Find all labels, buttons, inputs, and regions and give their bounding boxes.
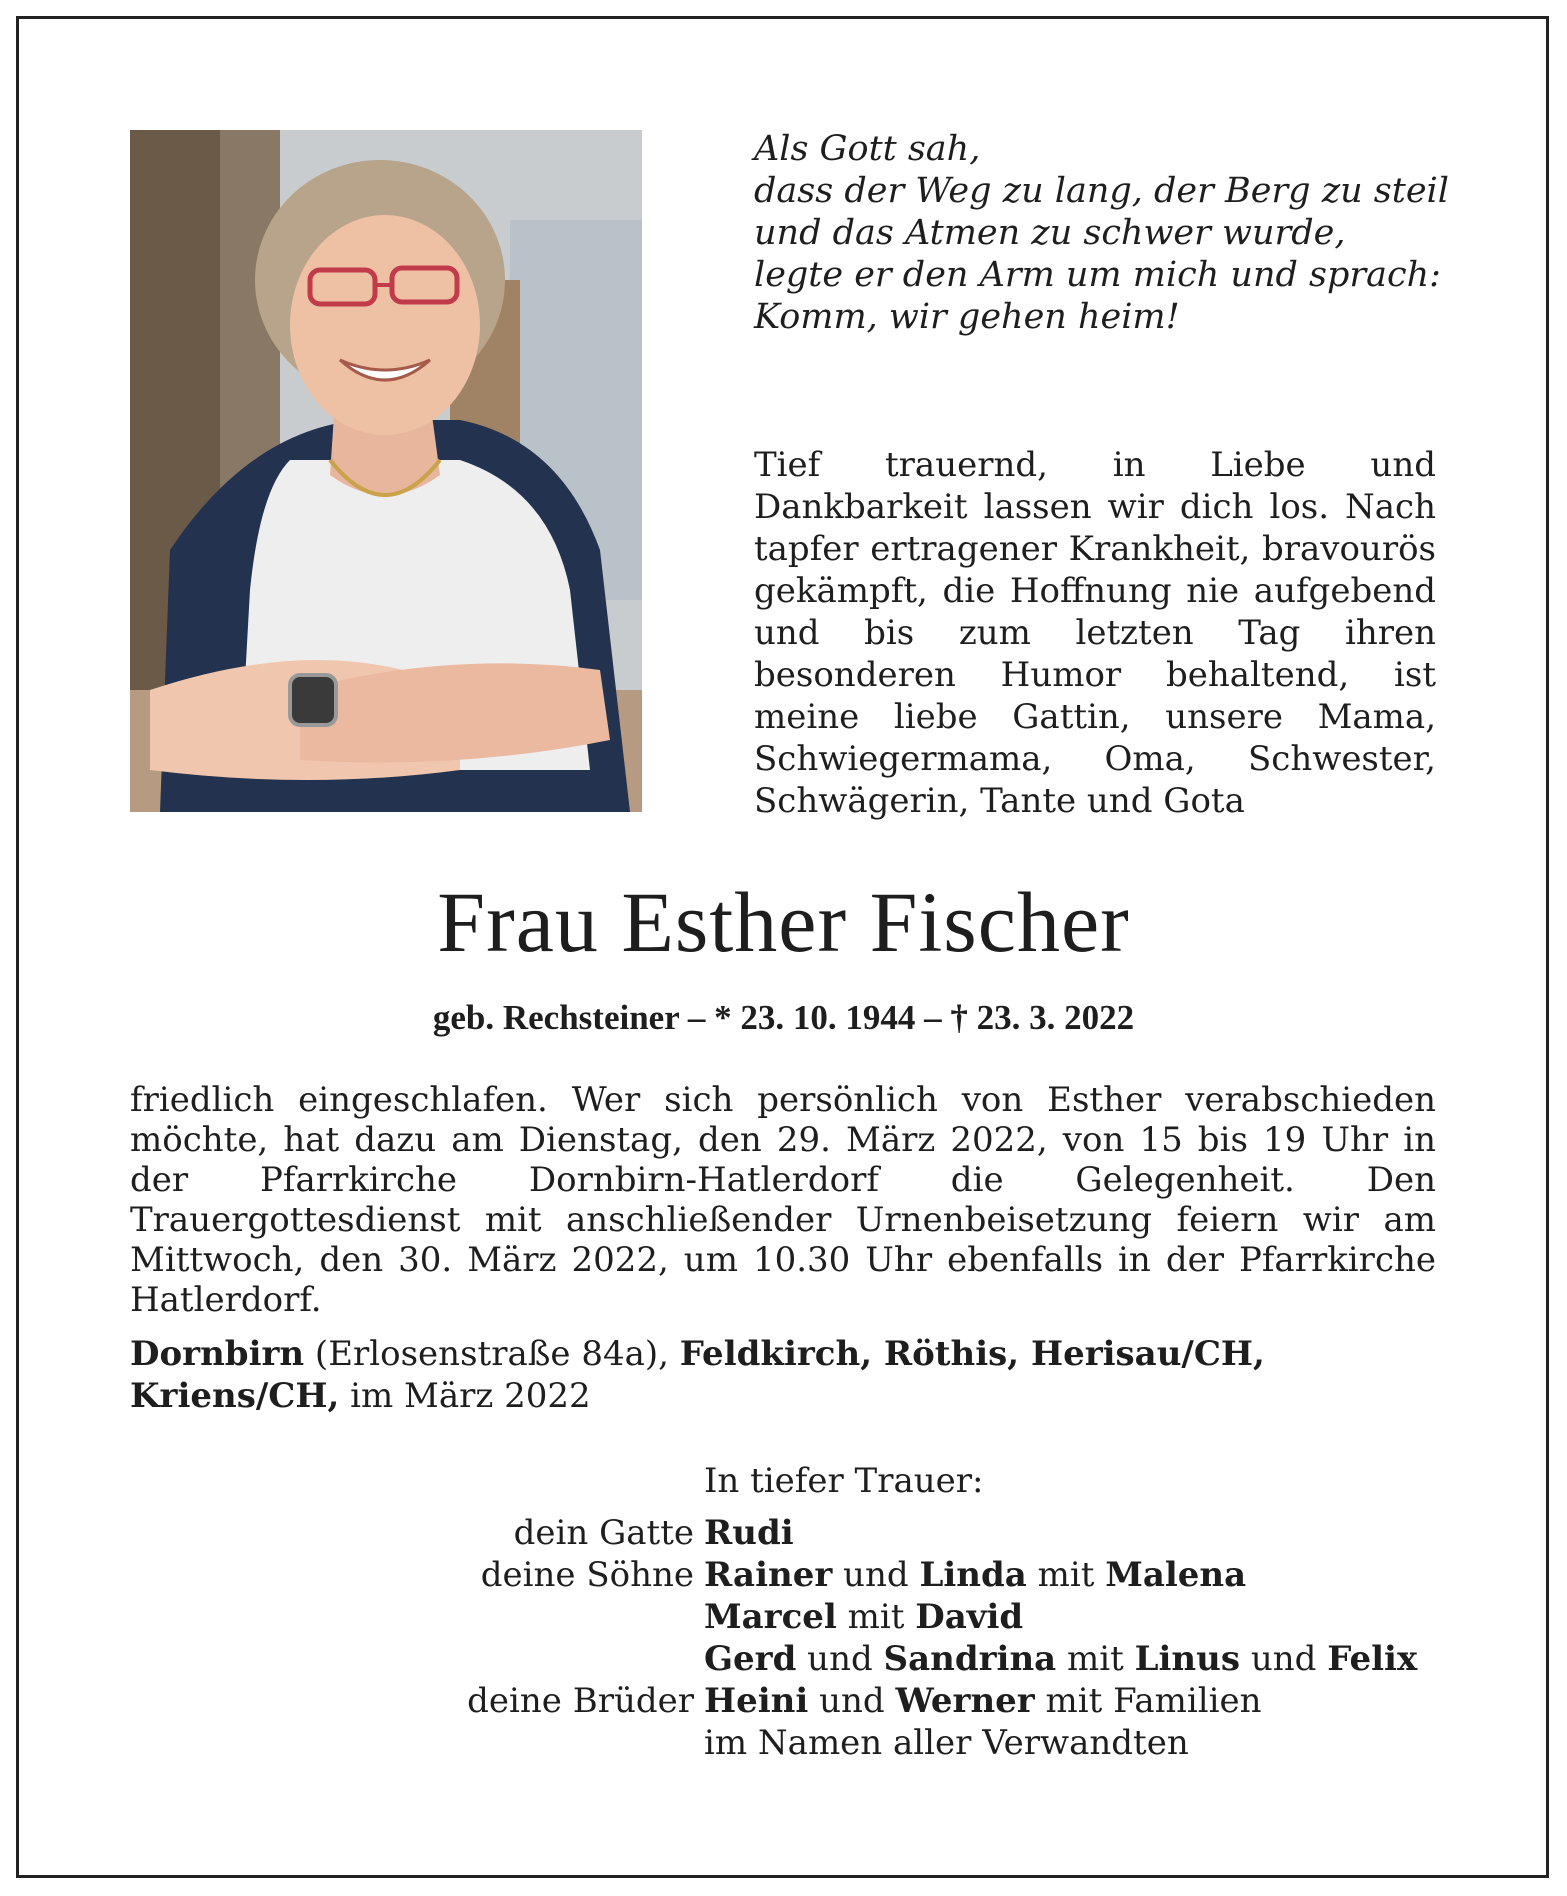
deceased-name: Frau Esther Fischer <box>437 874 1130 970</box>
mourner-row <box>130 1722 1436 1764</box>
mourner-name: Marcel <box>704 1597 837 1637</box>
mourner-row <box>130 1512 1436 1554</box>
poem-line: Als Gott sah, <box>754 129 981 169</box>
mourner-relation: deine Söhne <box>480 1555 694 1595</box>
address: (Erlosenstraße 84a), <box>304 1334 680 1374</box>
mourner-name: Felix <box>1327 1639 1418 1679</box>
poem-line: dass der Weg zu lang, der Berg zu steil <box>754 171 1449 211</box>
place-dornbirn: Dornbirn <box>130 1334 305 1374</box>
mourner-relation <box>130 1596 704 1638</box>
mourner-name: Gerd <box>704 1639 797 1679</box>
mourner-name: Linda <box>919 1555 1027 1595</box>
mourner-connector: mit <box>1056 1639 1135 1679</box>
poem-line: und das Atmen zu schwer wurde, <box>754 213 1346 253</box>
mourner-connector: im Namen aller Verwandten <box>704 1723 1189 1763</box>
mourner-names <box>704 1722 1189 1764</box>
mourner-row <box>130 1596 1436 1638</box>
mourner-name: Malena <box>1105 1555 1247 1595</box>
mourner-connector: mit <box>836 1597 916 1637</box>
mourner-names <box>704 1512 794 1554</box>
birth-death-dates: geb. Rechsteiner – * 23. 10. 1944 – † 23. 3. 2022 <box>432 998 1135 1037</box>
mourner-connector: mit <box>1026 1555 1106 1595</box>
mourner-row <box>130 1680 1436 1722</box>
mourner-row <box>130 1554 1436 1596</box>
mourner-names <box>704 1638 1417 1680</box>
mourners-list <box>130 1512 1436 1764</box>
mourner-names <box>704 1680 1262 1722</box>
mourner-relation: dein Gatte <box>513 1513 694 1553</box>
mourner-relation <box>130 1722 704 1764</box>
mourner-relation: deine Brüder <box>467 1681 694 1721</box>
mourner-name: Werner <box>895 1681 1035 1721</box>
places-line <box>130 1333 1436 1417</box>
mourner-names <box>704 1554 1246 1596</box>
service-paragraph: friedlich eingeschlafen. Wer sich persönlich von Esther verabschieden möchte, hat dazu am Dienstag, den 29. März 2022, von 15 bis 19 Uhr in der Pfarrkirche Dornbirn-Hatlerdorf die Gelegenheit. Den Trauergottesdienst mit anschließender Urnenbeisetzung feiern wir am Mittwoch, den 30. März 2022, um 10.30 Uhr ebenfalls in der Pfarrkirche Hatlerdorf. <box>130 1080 1436 1320</box>
poem-line: Komm, wir gehen heim! <box>754 297 1180 337</box>
mourner-connector: und <box>808 1681 896 1721</box>
mourner-connector: und <box>1240 1639 1328 1679</box>
mourner-name: Rainer <box>704 1555 833 1595</box>
mourner-name: Heini <box>704 1681 809 1721</box>
place-towns: Feldkirch, Röthis, Herisau/CH, <box>679 1334 1265 1374</box>
mourner-name: Sandrina <box>883 1639 1057 1679</box>
mourner-name: Linus <box>1134 1639 1241 1679</box>
place-kriens: Kriens/CH, <box>130 1376 340 1416</box>
mourner-connector: mit Familien <box>1034 1681 1262 1721</box>
mourning-heading: In tiefer Trauer: <box>704 1461 984 1501</box>
mourner-name: Rudi <box>704 1513 794 1553</box>
intro-paragraph: Tief trauernd, in Liebe und Dankbarkeit lassen wir dich los. Nach tapfer ertragener Krankheit, bravourös gekämpft, die Hoffnung nie aufgebend und bis zum letzten Tag ihren besonderen Humor behaltend, ist meine liebe Gattin, unsere Mama, Schwiegermama, Oma, Schwester, Schwägerin, Tante und Gota <box>754 445 1436 821</box>
portrait-photo <box>130 130 642 812</box>
mourner-connector: und <box>832 1555 920 1595</box>
poem <box>754 128 1454 338</box>
mourner-names <box>704 1596 1023 1638</box>
mourner-relation <box>130 1638 704 1680</box>
place-date: im März 2022 <box>339 1376 591 1416</box>
mourner-row <box>130 1638 1436 1680</box>
mourner-name: David <box>915 1597 1024 1637</box>
mourner-connector: und <box>796 1639 884 1679</box>
poem-line: legte er den Arm um mich und sprach: <box>754 255 1441 295</box>
